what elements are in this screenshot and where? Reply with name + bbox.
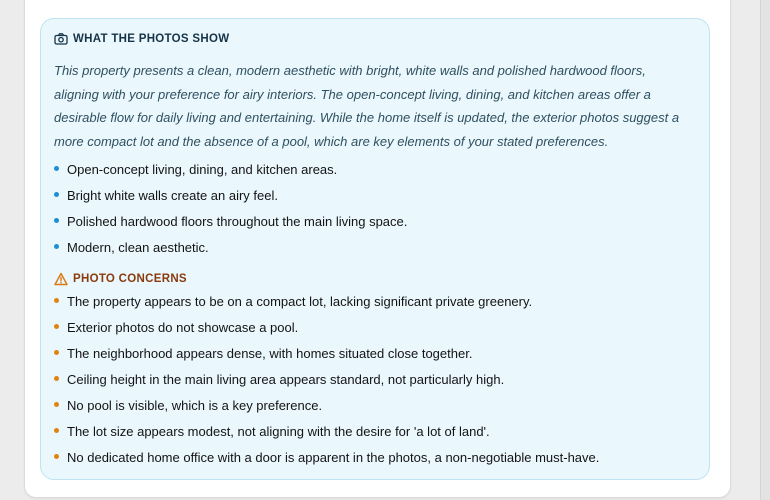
list-item (54, 157, 407, 183)
photos-heading-text: WHAT THE PHOTOS SHOW (73, 33, 230, 45)
bullet-dot (54, 166, 59, 171)
bullet-text: Ceiling height in the main living area appears standard, not particularly high. (67, 372, 505, 387)
concerns-bullet-list (54, 289, 599, 471)
list-item (54, 419, 599, 445)
bullet-dot (54, 428, 59, 433)
list-item (54, 341, 599, 367)
page-edge-strip (760, 0, 770, 500)
list-item (54, 235, 407, 261)
bullet-text: No dedicated home office with a door is apparent in the photos, a non-negotiable must-have. (67, 450, 600, 465)
list-item (54, 445, 599, 471)
photos-bullet-list (54, 157, 407, 261)
bullet-text: Open-concept living, dining, and kitchen areas. (67, 162, 338, 177)
bullet-text: Polished hardwood floors throughout the main living space. (67, 214, 408, 229)
bullet-text: Bright white walls create an airy feel. (67, 188, 278, 203)
photos-section-heading (54, 32, 229, 46)
photos-summary: This property presents a clean, modern aesthetic with bright, white walls and polished hardwood floors, aligning with your preference for airy interiors. The open-concept living, dining, and kitchen areas offer a desirable flow for daily living and entertaining. While the home itself is updated, the exterior photos suggest a more compact lot and the absence of a pool, which are key elements of your stated preferences. (54, 63, 680, 149)
camera-icon (54, 32, 68, 46)
bullet-dot (54, 298, 59, 303)
bullet-dot (54, 376, 59, 381)
bullet-dot (54, 350, 59, 355)
list-item (54, 393, 599, 419)
bullet-text: Exterior photos do not showcase a pool. (67, 320, 299, 335)
warning-icon (54, 272, 68, 286)
bullet-text: The lot size appears modest, not aligning with the desire for 'a lot of land'. (67, 424, 490, 439)
bullet-dot (54, 324, 59, 329)
bullet-dot (54, 192, 59, 197)
concerns-heading-text: PHOTO CONCERNS (73, 273, 187, 285)
photos-analysis-panel (40, 18, 710, 480)
bullet-text: No pool is visible, which is a key preference. (67, 398, 323, 413)
bullet-text: The property appears to be on a compact lot, lacking significant private greenery. (67, 294, 533, 309)
bullet-dot (54, 454, 59, 459)
list-item (54, 209, 407, 235)
bullet-dot (54, 218, 59, 223)
bullet-dot (54, 402, 59, 407)
bullet-text: Modern, clean aesthetic. (67, 240, 209, 255)
bullet-text: The neighborhood appears dense, with homes situated close together. (67, 346, 473, 361)
bullet-dot (54, 244, 59, 249)
concerns-section-heading (54, 272, 187, 286)
list-item (54, 289, 599, 315)
list-item (54, 367, 599, 393)
list-item (54, 183, 407, 209)
list-item (54, 315, 599, 341)
